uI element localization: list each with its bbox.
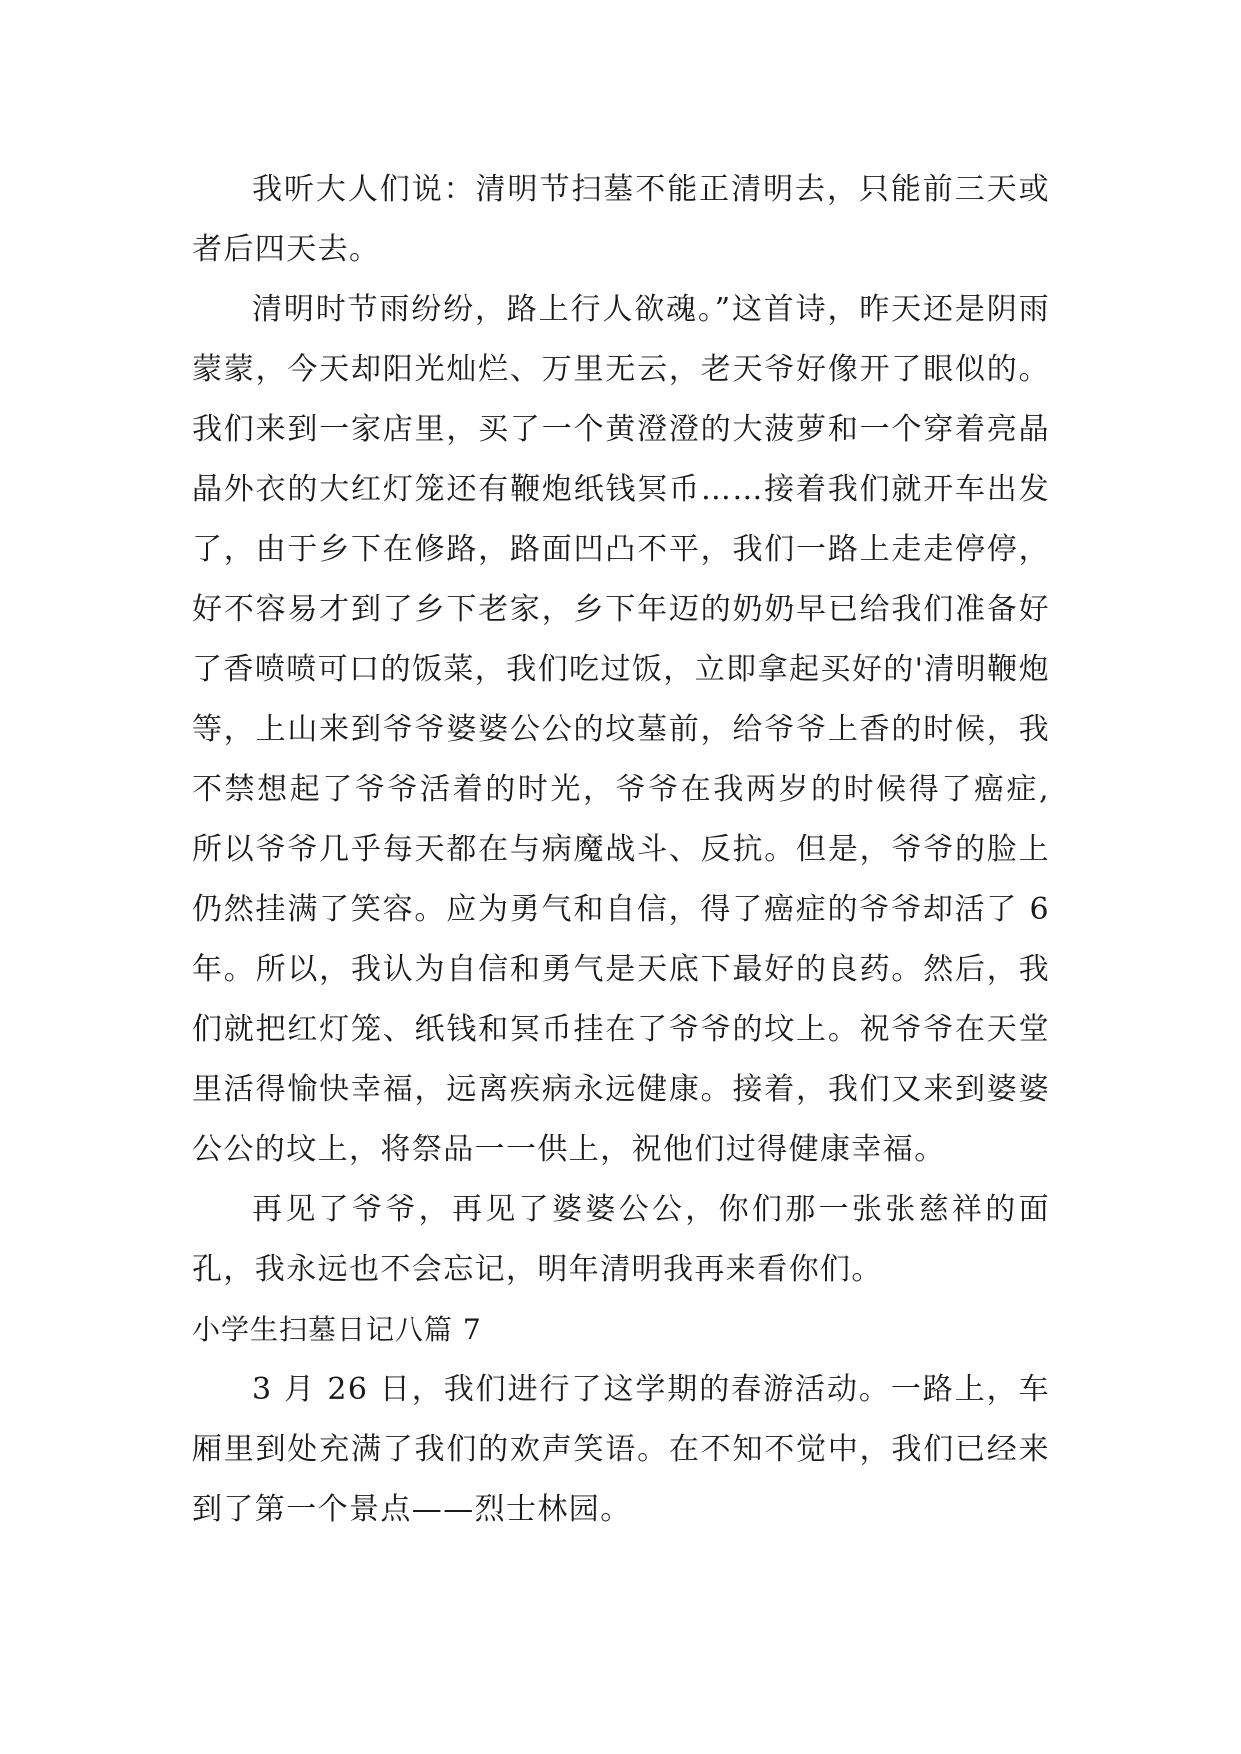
paragraph-qingming-visit: 清明时节雨纷纷，路上行人欲魂。”这首诗，昨天还是阴雨蒙蒙，今天却阳光灿烂、万里无云，老天爷好像开了眼似的。我们来到一家店里，买了一个黄澄澄的大菠萝和一个穿着亮晶晶外衣的大红灯笼还有鞭炮纸钱冥币……接着我们就开车出发了，由于乡下在修路，路面凹凸不平，我们一路上走走停停，好不容易才到了乡下老家，乡下年迈的奶奶早已给我们准备好了香喷喷可口的饭菜，我们吃过饭，立即拿起买好的'清明鞭炮等，上山来到爷爷婆婆公公的坟墓前，给爷爷上香的时候，我不禁想起了爷爷活着的时光，爷爷在我两岁的时候得了癌症,所以爷爷几乎每天都在与病魔战斗、反抗。但是，爷爷的脸上仍然挂满了笑容。应为勇气和自信，得了癌症的爷爷却活了 6 年。所以，我认为自信和勇气是天底下最好的良药。然后，我们就把红灯笼、纸钱和冥币挂在了爷爷的坟上。祝爷爷在天堂里活得愉快幸福，远离疾病永远健康。接着，我们又来到婆婆公公的坟上，将祭品一一供上，祝他们过得健康幸福。 bbox=[192, 292, 1050, 1167]
document-body bbox=[192, 160, 1050, 1540]
section-heading: 小学生扫墓日记八篇 7 bbox=[192, 1313, 482, 1346]
paragraph-spring-outing: 3 月 26 日，我们进行了这学期的春游活动。一路上，车厢里到处充满了我们的欢声笑语。在不知不觉中，我们已经来到了第一个景点——烈士林园。 bbox=[192, 1372, 1050, 1527]
paragraph-farewell: 再见了爷爷，再见了婆婆公公，你们那一张张慈祥的面孔，我永远也不会忘记，明年清明我再来看你们。 bbox=[192, 1192, 1050, 1287]
paragraph-tomb-sweeping-rule: 我听大人们说：清明节扫墓不能正清明去，只能前三天或者后四天去。 bbox=[192, 172, 1050, 267]
